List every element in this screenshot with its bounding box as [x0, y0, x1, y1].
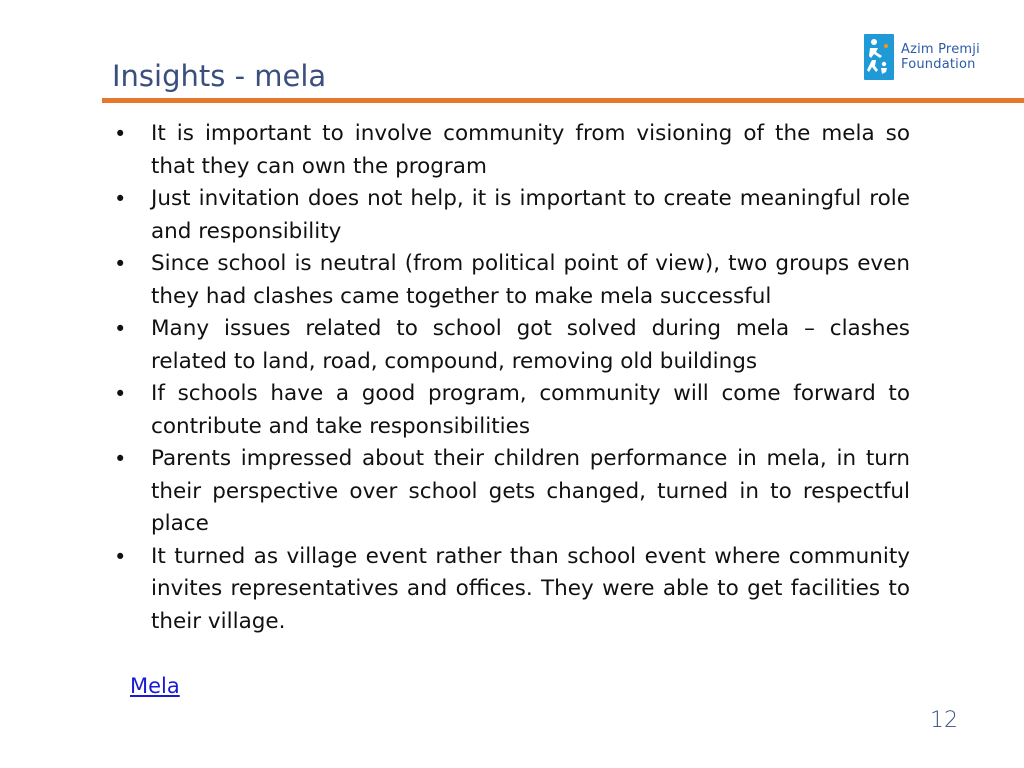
mela-link[interactable]: Mela	[130, 674, 180, 698]
bullet-dot: •	[114, 382, 127, 406]
logo-line-1: Azim Premji	[901, 42, 980, 57]
bullet-item: • It turned as village event rather than school event where community invites representatives and offices. They were able to get facilities to their village.	[110, 541, 910, 639]
page-number: 12	[930, 708, 958, 733]
bullet-item: • Parents impressed about their children performance in mela, in turn their perspective over school gets changed, turned in to respectful place	[110, 443, 910, 541]
bullet-item: • If schools have a good program, community will come forward to contribute and take responsibilities	[110, 378, 910, 443]
bullet-item: • Many issues related to school got solved during mela – clashes related to land, road, compound, removing old buildings	[110, 313, 910, 378]
bullet-item: • Just invitation does not help, it is important to create meaningful role and responsibility	[110, 183, 910, 248]
bullet-dot: •	[114, 187, 127, 211]
title-divider	[102, 98, 1024, 103]
slide-title: Insights - mela	[112, 59, 327, 93]
logo-figure-icon	[864, 34, 894, 80]
bullet-dot: •	[114, 544, 127, 569]
bullet-item: • It is important to involve community from visioning of the mela so that they can own the program	[110, 118, 910, 183]
bullet-dot: •	[114, 317, 127, 341]
logo-line-2: Foundation	[901, 57, 976, 72]
foundation-logo	[864, 34, 980, 80]
bullet-dot: •	[114, 447, 127, 471]
logo-text	[901, 42, 980, 72]
bullet-item: • Since school is neutral (from political point of view), two groups even they had clashes came together to make mela successful	[110, 248, 910, 313]
bullet-dot: •	[114, 122, 127, 146]
bullet-dot: •	[114, 252, 127, 276]
bullet-list	[110, 118, 910, 638]
